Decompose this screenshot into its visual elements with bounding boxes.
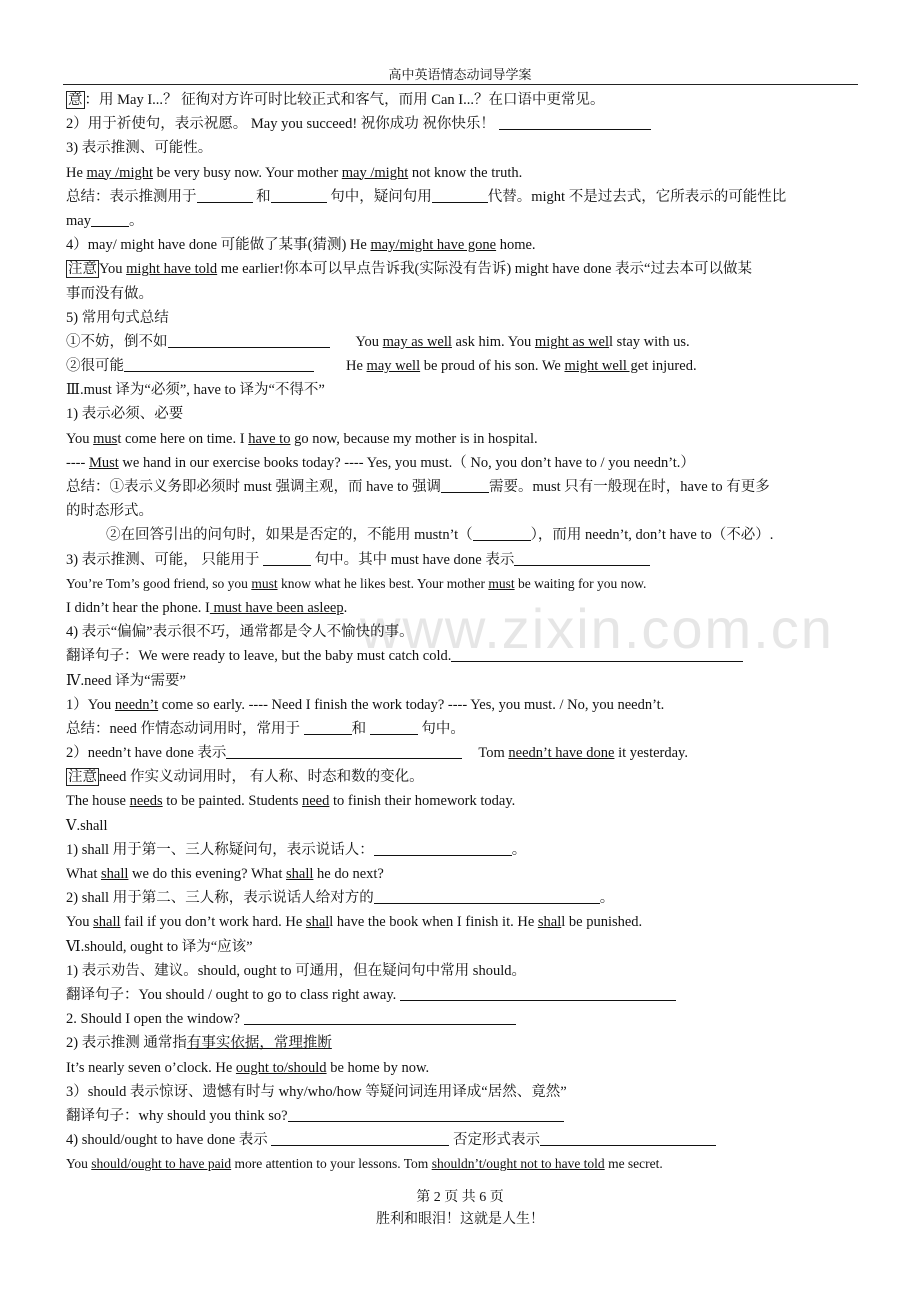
answer-blank[interactable] <box>263 550 311 566</box>
line-26: 1）You needn’t come so early. ---- Need I finish the work today? ---- Yes, you must. / No, you needn’t. <box>66 696 665 713</box>
line-2: 2）用于祈使句，表示祝愿。 May you succeed! 祝你成功 祝你快乐！ <box>66 112 858 136</box>
line-23: 4) 表示“偏偏”表示很不巧，通常都是令人不愉快的事。 <box>66 624 414 641</box>
line-8: 注意 You might have told me earlier!你本可以早点告诉我(实际没有告诉) might have done 表示“过去本可以做某 <box>68 261 752 278</box>
answer-blank[interactable] <box>288 1106 564 1122</box>
answer-blank[interactable] <box>451 646 743 662</box>
line-32: 1) shall 用于第一、三人称疑问句，表示说话人： 。 <box>66 841 527 858</box>
line-41: It’s nearly seven o’clock. He ought to/should be home by now. <box>66 1059 430 1076</box>
note-box: 注意 <box>68 769 97 786</box>
line-10: 5) 常用句式总结 <box>66 309 169 326</box>
line-45: You should/ought to have paid more attention to your lessons. Tom shouldn’t/ought not to have told me secret. <box>66 1156 663 1172</box>
line-20: 3) 表示推测、可能， 只能用于 句中。其中 must have done 表示 <box>66 548 858 572</box>
line-24: 翻译句子：We were ready to leave, but the baby must catch cold. <box>66 644 858 668</box>
answer-blank[interactable] <box>441 477 489 493</box>
line-43: 翻译句子：why should you think so? <box>66 1104 858 1128</box>
line-16: ---- Must we hand in our exercise books today? ---- Yes, you must.（ No, you don’t have to / you needn’t.） <box>66 454 695 471</box>
line-29: 注意 need 作实义动词用时， 有人称、时态和数的变化。 <box>68 769 424 786</box>
answer-blank[interactable] <box>271 187 327 203</box>
answer-blank[interactable] <box>197 187 253 203</box>
answer-blank[interactable] <box>400 985 676 1001</box>
answer-blank[interactable] <box>168 332 330 348</box>
line-31: Ⅴ.shall <box>66 817 108 834</box>
boxed-label: 意 <box>68 92 83 108</box>
answer-blank[interactable] <box>370 719 418 735</box>
line-34: 2) shall 用于第二、三人称，表示说话人给对方的 。 <box>66 890 615 907</box>
line-27: 总结：need 作情态动词用时，常用于 和 句中。 <box>66 720 465 737</box>
line-33: What shall we do this evening? What shall he do next? <box>66 866 384 882</box>
line-36: Ⅵ.should, ought to 译为“应该” <box>66 938 253 955</box>
answer-blank[interactable] <box>226 743 462 759</box>
answer-blank[interactable] <box>473 525 531 541</box>
answer-blank[interactable] <box>499 114 651 130</box>
page-number: 第 2 页 共 6 页 <box>416 1190 504 1205</box>
line-17: 总结：①表示义务即必须时 must 强调主观，而 have to 强调 需要。must 只有一般现在时，have to 有更多 <box>66 479 770 495</box>
line-9: 事而没有做。 <box>66 285 153 302</box>
line-40: 2) 表示推测 通常指有事实依据，常理推断 <box>66 1035 332 1052</box>
line-5: 总结：表示推测用于 和 句中，疑问句用 代替。might 不是过去式，它所表示的可能性比 <box>66 188 787 205</box>
line-14: 1) 表示必须、必要 <box>66 406 184 423</box>
line-4: He may /might be very busy now. Your mother may /might not know the truth. <box>66 164 523 181</box>
note-box: 注意 <box>68 261 97 278</box>
line-28: 2）needn’t have done 表示 Tom needn’t have done it yesterday. <box>66 745 688 762</box>
header-rule <box>63 84 858 85</box>
line-30: The house needs to be painted. Students need to finish their homework today. <box>66 793 516 810</box>
line-42: 3）should 表示惊讶、遗憾有时与 why/who/how 等疑问词连用译成“居然、竟然” <box>66 1083 567 1100</box>
answer-blank[interactable] <box>271 1130 449 1146</box>
answer-blank[interactable] <box>514 550 650 566</box>
line-3: 3) 表示推测、可能性。 <box>66 140 213 157</box>
answer-blank[interactable] <box>124 356 314 372</box>
line-11: ①不妨，倒不如 You may as well ask him. You might as well stay with us. <box>66 333 690 350</box>
line-12: ②很可能 He may well be proud of his son. We might well get injured. <box>66 358 697 375</box>
answer-blank[interactable] <box>432 187 488 203</box>
footer-motto: 胜利和眼泪！这就是人生！ <box>376 1212 544 1227</box>
line-1: 意 ：用 May I...？ 征徇对方许可时比较正式和客气，而用 Can I...？在口语中更常见。 <box>68 92 605 108</box>
line-21: You’re Tom’s good friend, so you must know what he likes best. Your mother must be waiting for you now. <box>66 575 647 591</box>
answer-blank[interactable] <box>304 719 352 735</box>
answer-blank[interactable] <box>374 888 600 904</box>
answer-blank[interactable] <box>540 1130 716 1146</box>
watermark: www.zixin.com.cn <box>360 597 834 660</box>
line-7: 4）may/ might have done 可能做了某事(猜测) He may/might have gone home. <box>66 237 536 254</box>
line-38: 翻译句子：You should / ought to go to class right away. <box>66 983 858 1007</box>
line-13: Ⅲ.must 译为“必须”, have to 译为“不得不” <box>66 382 325 399</box>
document-body <box>66 88 858 1176</box>
line-37: 1) 表示劝告、建议。should, ought to 可通用，但在疑问句中常用 should。 <box>66 962 526 979</box>
page-header: 高中英语情态动词导学案 <box>388 67 532 82</box>
answer-blank[interactable] <box>374 840 512 856</box>
line-22: I didn’t hear the phone. I must have been asleep. <box>66 599 348 616</box>
line-15: You must come here on time. I have to go now, because my mother is in hospital. <box>66 430 538 447</box>
line-44: 4) should/ought to have done 表示 否定形式表示 <box>66 1128 858 1152</box>
line-19: ②在回答引出的问句时，如果是否定的，不能用 mustn’t（ ），而用 needn’t, don’t have to（不必）. <box>106 527 774 544</box>
line-18: 的时态形式。 <box>66 503 153 520</box>
line-6: may 。 <box>66 212 144 229</box>
answer-blank[interactable] <box>91 211 129 227</box>
answer-blank[interactable] <box>244 1009 516 1025</box>
line-39: 2. Should I open the window? <box>66 1007 858 1031</box>
line-25: Ⅳ.need 译为“需要” <box>66 672 186 689</box>
line-35: You shall fail if you don’t work hard. He shall have the book when I finish it. He shall be punished. <box>66 914 643 931</box>
